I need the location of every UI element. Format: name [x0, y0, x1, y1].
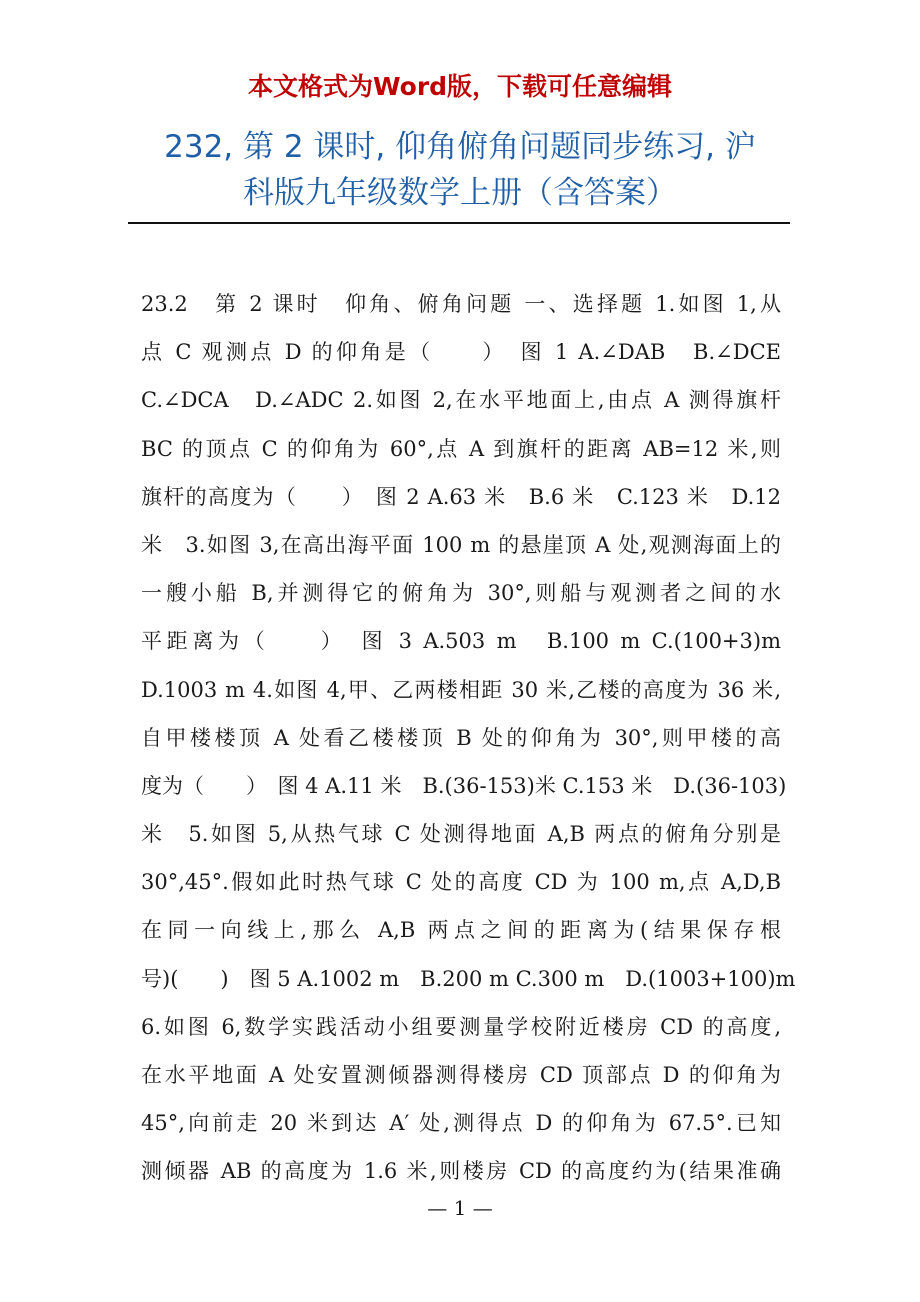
- body-line: 30°,45°.假如此时热气球 C 处的高度 CD 为 100 m,点 A,D,B: [141, 870, 781, 895]
- body-line: 号)( ) 图 5 A.1002 m B.200 m C.300 m D.(1003+100)m: [141, 966, 796, 991]
- body-line: 在同一向线上,那么 A,B 两点之间的距离为(结果保存根: [141, 918, 781, 943]
- title-line-1: 232, 第 2 课时, 仰角俯角问题同步练习, 沪: [164, 129, 756, 165]
- body-line: 45°,向前走 20 米到达 A′ 处,测得点 D 的仰角为 67.5°.已知: [141, 1111, 781, 1136]
- page-number: — 1 —: [427, 1196, 493, 1220]
- document-title: [130, 124, 790, 216]
- body-line: 自甲楼楼顶 A 处看乙楼楼顶 B 处的仰角为 30°,则甲楼的高: [141, 725, 781, 750]
- body-line: 测倾器 AB 的高度为 1.6 米,则楼房 CD 的高度约为(结果准确: [141, 1159, 781, 1184]
- document-body: [141, 280, 796, 1196]
- body-line: 一艘小船 B,并测得它的俯角为 30°,则船与观测者之间的水: [141, 581, 781, 606]
- body-line: D.1003 m 4.如图 4,甲、乙两楼相距 30 米,乙楼的高度为 36 米,: [141, 677, 781, 702]
- body-line: 6.如图 6,数学实践活动小组要测量学校附近楼房 CD 的高度,: [141, 1014, 781, 1039]
- body-line: 米 3.如图 3,在高出海平面 100 m 的悬崖顶 A 处,观测海面上的: [141, 532, 781, 557]
- body-line: C.∠DCA D.∠ADC 2.如图 2,在水平地面上,由点 A 测得旗杆: [141, 388, 781, 413]
- format-notice-banner: 本文格式为Word版，下载可任意编辑: [247, 72, 673, 101]
- body-line: 在水平地面 A 处安置测倾器测得楼房 CD 顶部点 D 的仰角为: [141, 1063, 781, 1087]
- body-line: 米 5.如图 5,从热气球 C 处测得地面 A,B 两点的俯角分别是: [141, 822, 781, 847]
- body-line: 旗杆的高度为（ ） 图 2 A.63 米 B.6 米 C.123 米 D.12: [141, 484, 781, 509]
- body-line: 度为（ ） 图 4 A.11 米 B.(36-153)米 C.153 米 D.(36-103): [141, 773, 787, 798]
- body-line: 平距离为（ ） 图 3 A.503 m B.100 m C.(100+3)m: [141, 629, 781, 654]
- body-line: 23.2 第 2 课时 仰角、俯角问题 一、选择题 1.如图 1,从: [141, 292, 781, 316]
- body-line: BC 的顶点 C 的仰角为 60°,点 A 到旗杆的距离 AB=12 米,则: [141, 436, 781, 461]
- title-line-2: 科版九年级数学上册（含答案）: [243, 175, 677, 211]
- body-line: 点 C 观测点 D 的仰角是（ ） 图 1 A.∠DAB B.∠DCE: [141, 340, 781, 365]
- title-divider: [128, 222, 790, 224]
